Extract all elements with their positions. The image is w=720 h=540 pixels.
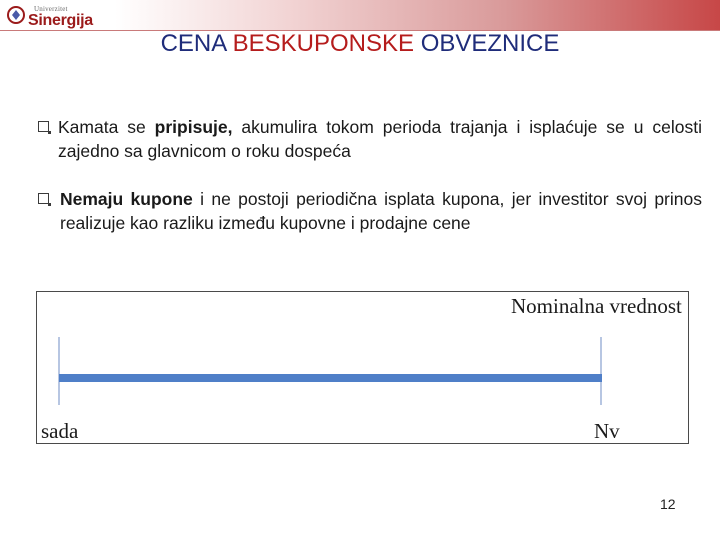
page-title [0,30,720,58]
timeline-diagram [36,291,689,444]
sinergija-logo-icon [6,5,26,25]
timeline-start-tick [58,337,60,405]
bullet-1-pre: Kamata se [58,117,155,137]
checkbox-bullet-icon [38,121,49,132]
bullet-1-bold: pripisuje, [154,117,233,137]
checkbox-bullet-icon [38,193,49,204]
bullet-1-post: akumulira tokom perioda trajanja i isplaćuje se u celosti zajedno sa glavnicom o roku dospeća [58,117,702,161]
header-band [0,0,720,30]
bullet-2-post: i ne postoji periodična isplata kupona, jer investitor svoj prinos realizuje kao razliku između kupovne i prodajne cene [60,189,702,233]
title-part-2: BESKUPONSKE [232,30,415,57]
bullet-2-bold: Nemaju kupone [60,189,193,209]
logo-name: Sinergija [28,12,93,29]
end-label: Nv [594,419,620,443]
timeline-end-tick [600,337,602,405]
start-label: sada [41,419,79,443]
bullet-text-2 [38,187,702,235]
bullet-item-2 [38,187,702,235]
title-part-1: CENA [160,30,226,57]
logo-subtitle: Univerzitet [34,5,68,13]
bullet-text-1 [38,115,702,163]
bullet-item-1 [38,115,702,163]
timeline-bar [59,374,602,382]
page-number: 12 [660,496,676,512]
nominal-value-label: Nominalna vrednost [511,294,682,318]
logo [6,4,96,28]
title-part-3: OBVEZNICE [420,30,560,57]
